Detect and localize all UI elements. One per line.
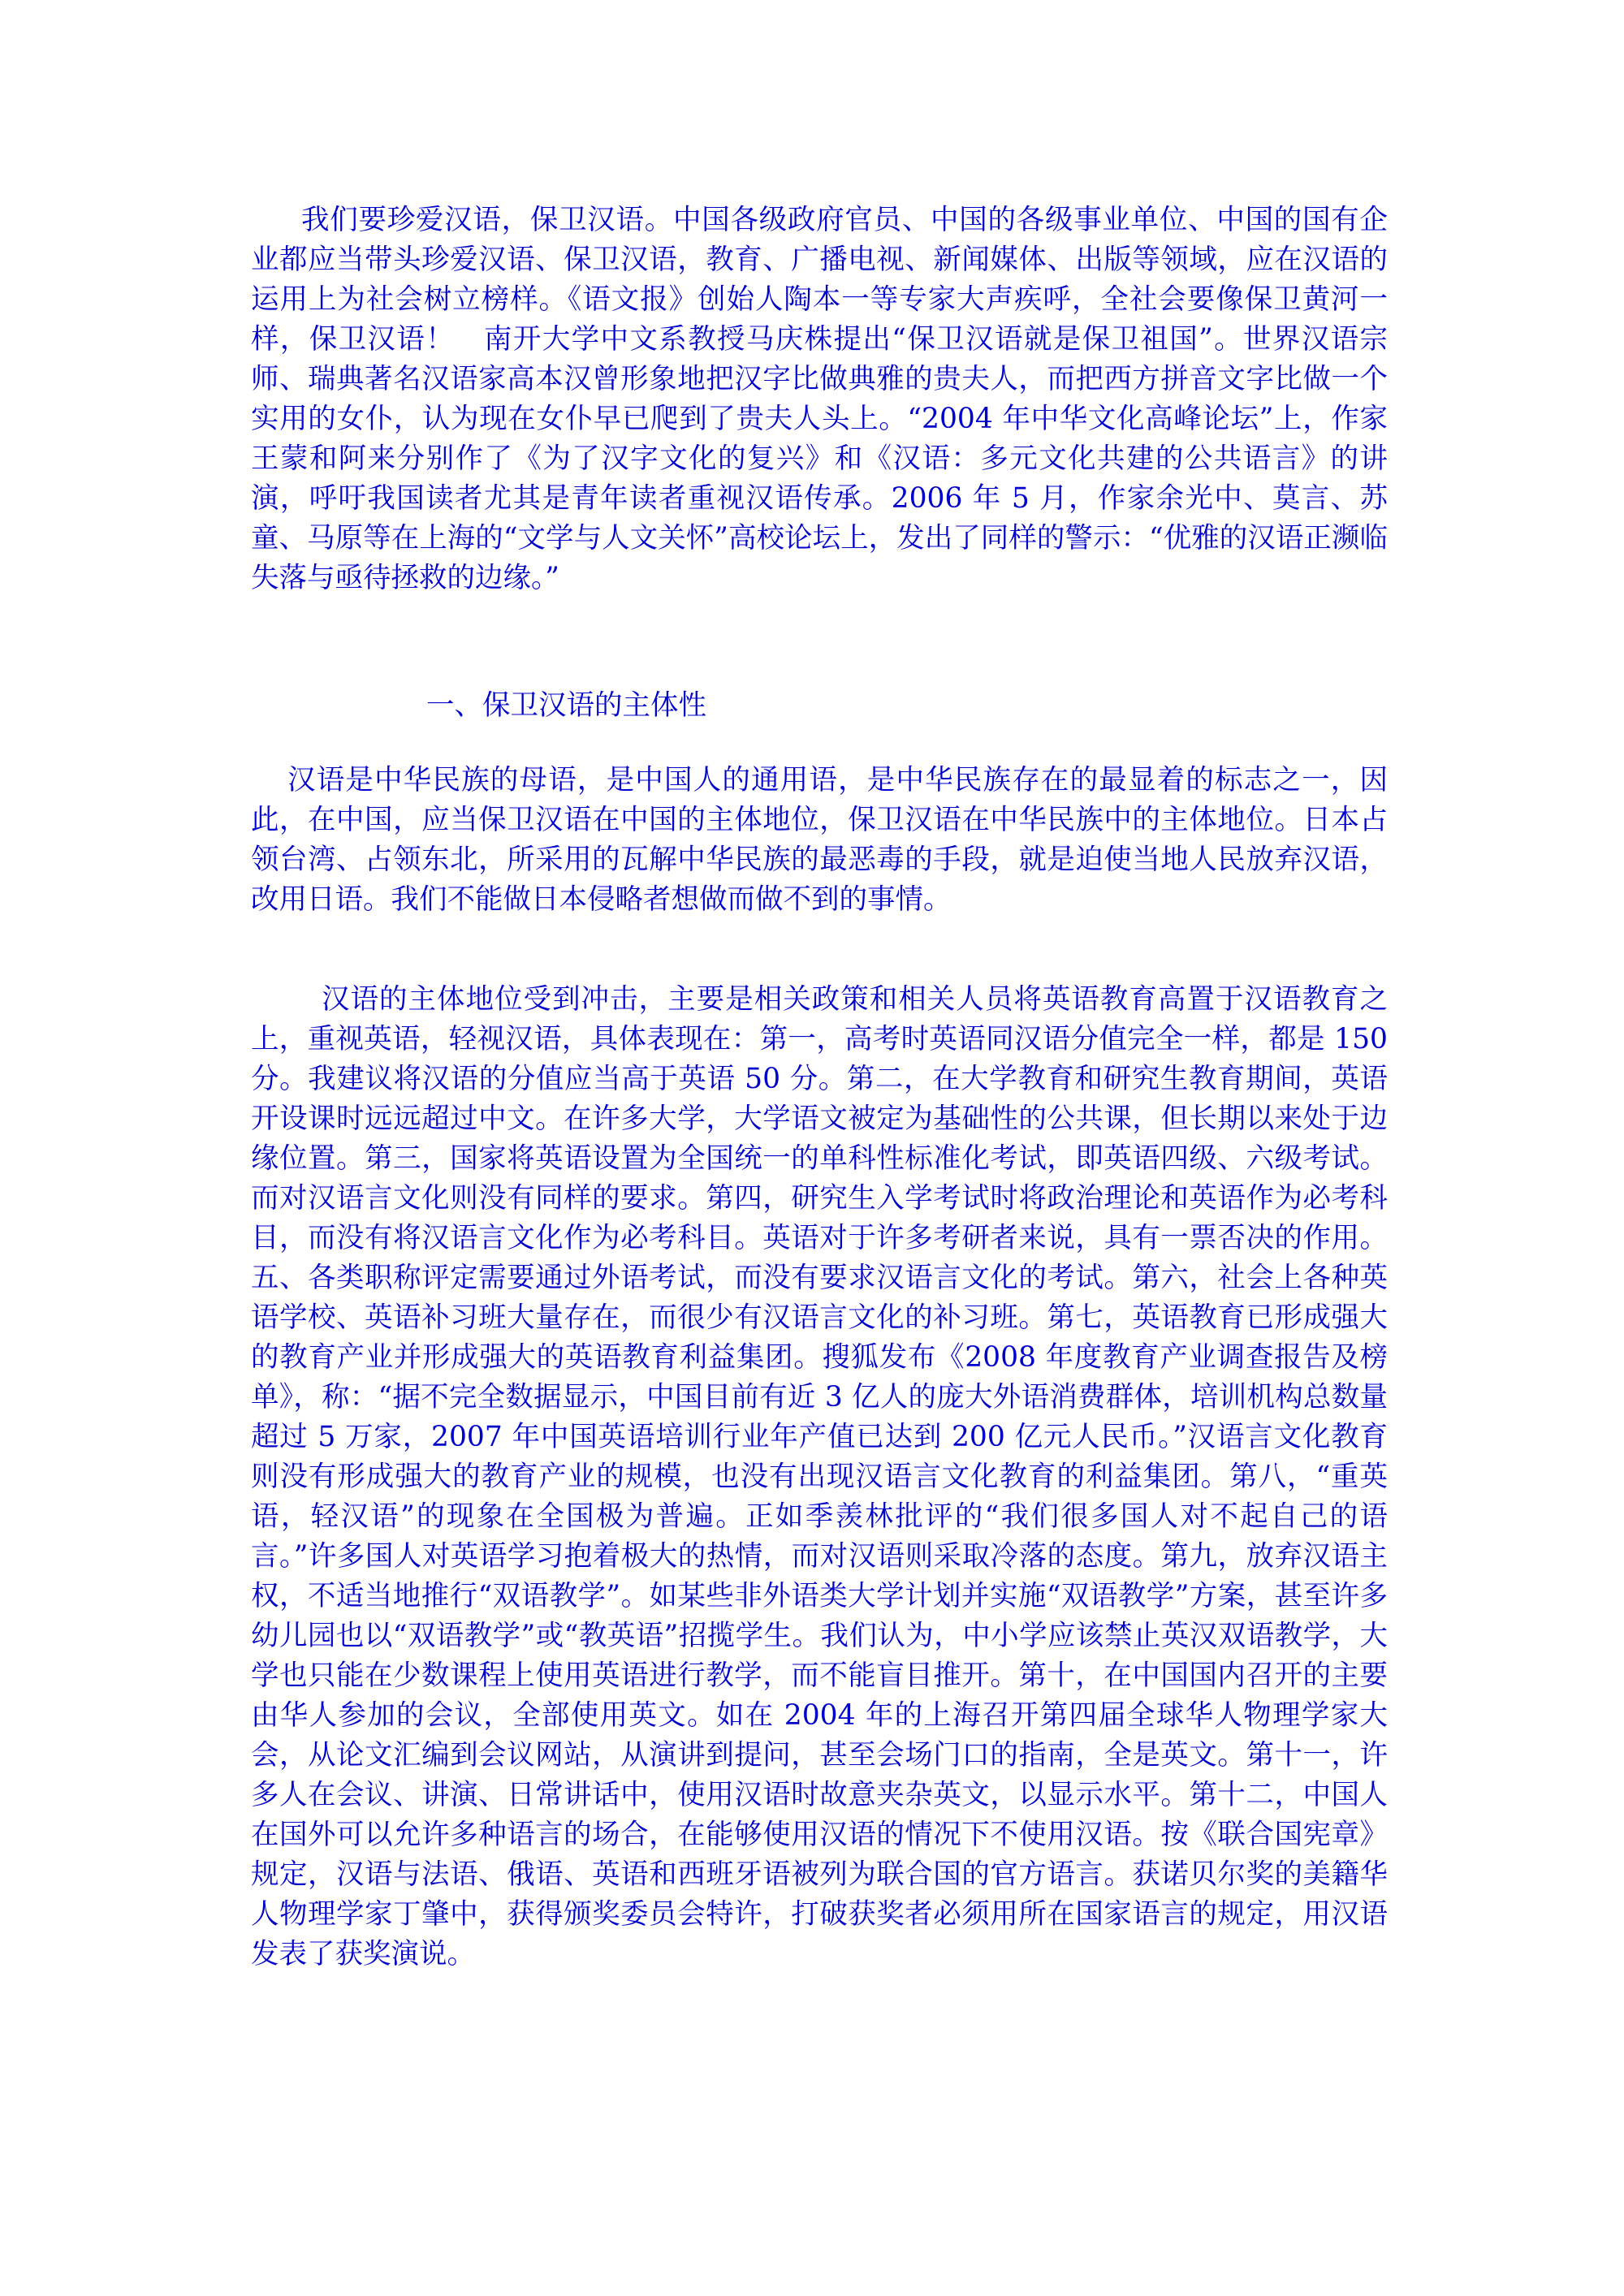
- body-paragraph-mother-tongue: 汉语是中华民族的母语，是中国人的通用语，是中华民族存在的最显着的标志之一，因此，在中国，应当保卫汉语在中国的主体地位，保卫汉语在中华民族中的主体地位。日本占领台湾、占领东北，所采用的瓦解中华民族的最恶毒的手段，就是迫使当地人民放弃汉语，改用日语。我们不能做日本侵略者想做而做不到的事情。: [251, 764, 1388, 916]
- body-paragraph-impact-list: 汉语的主体地位受到冲击，主要是相关政策和相关人员将英语教育高置于汉语教育之上，重视英语，轻视汉语，具体表现在：第一，高考时英语同汉语分值完全一样，都是 150 分。我建议将汉语的分值应当高于英语 50 分。第二，在大学教育和研究生教育期间，英语开设课时远远超过中文。在许多大学，大学语文被定为基础性的公共课，但长期以来处于边缘位置。第三，国家将英语设置为全国统一的单科性标准化考试，即英语四级、六级考试。而对汉语言文化则没有同样的要求。第四，研究生入学考试时将政治理论和英语作为必考科目，而没有将汉语言文化作为必考科目。英语对于许多考研者来说，具有一票否决的作用。五、各类职称评定需要通过外语考试，而没有要求汉语言文化的考试。第六，社会上各种英语学校、英语补习班大量存在，而很少有汉语言文化的补习班。第七，英语教育已形成强大的教育产业并形成强大的英语教育利益集团。搜狐发布《2008 年度教育产业调查报告及榜单》，称：“据不完全数据显示，中国目前有近 3 亿人的庞大外语消费群体，培训机构总数量超过 5 万家，2007 年中国英语培训行业年产值已达到 200 亿元人民币。”汉语言文化教育则没有形成强大的教育产业的规模，也没有出现汉语言文化教育的利益集团。第八，“重英语，轻汉语”的现象在全国极为普遍。正如季羡林批评的“我们很多国人对不起自己的语言。”许多国人对英语学习抱着极大的热情，而对汉语则采取冷落的态度。第九，放弃汉语主权，不适当地推行“双语教学”。如某些非外语类大学计划并实施“双语教学”方案，甚至许多幼儿园也以“双语教学”或“教英语”招揽学生。我们认为，中小学应该禁止英汉双语教学，大学也只能在少数课程上使用英语进行教学，而不能盲目推开。第十，在中国国内召开的主要由华人参加的会议，全部使用英文。如在 2004 年的上海召开第四届全球华人物理学家大会，从论文汇编到会议网站，从演讲到提问，甚至会场门口的指南，全是英文。第十一，许多人在会议、讲演、日常讲话中，使用汉语时故意夹杂英文，以显示水平。第十二，中国人在国外可以允许多种语言的场合，在能够使用汉语的情况下不使用汉语。按《联合国宪章》规定，汉语与法语、俄语、英语和西班牙语被列为联合国的官方语言。获诺贝尔奖的美籍华人物理学家丁肇中，获得颁奖委员会特许，打破获奖者必须用所在国家语言的规定，用汉语发表了获奖演说。: [251, 983, 1388, 1970]
- section-heading: 一、保卫汉语的主体性: [426, 689, 706, 722]
- body-paragraph-intro: 我们要珍爱汉语，保卫汉语。中国各级政府官员、中国的各级事业单位、中国的国有企业都应当带头珍爱汉语、保卫汉语，教育、广播电视、新闻媒体、出版等领域，应在汉语的运用上为社会树立榜样。《语文报》创始人陶本一等专家大声疾呼，全社会要像保卫黄河一样，保卫汉语！ 南开大学中文系教授马庆株提出“保卫汉语就是保卫祖国”。世界汉语宗师、瑞典著名汉语家高本汉曾形象地把汉字比做典雅的贵夫人，而把西方拼音文字比做一个实用的女仆，认为现在女仆早已爬到了贵夫人头上。“2004 年中华文化高峰论坛”上，作家王蒙和阿来分别作了《为了汉字文化的复兴》和《汉语：多元文化共建的公共语言》的讲演，呼吁我国读者尤其是青年读者重视汉语传承。2006 年 5 月，作家余光中、莫言、苏童、马原等在上海的“文学与人文关怀”高校论坛上，发出了同样的警示：“优雅的汉语正濒临失落与亟待拯救的边缘。”: [251, 204, 1388, 594]
